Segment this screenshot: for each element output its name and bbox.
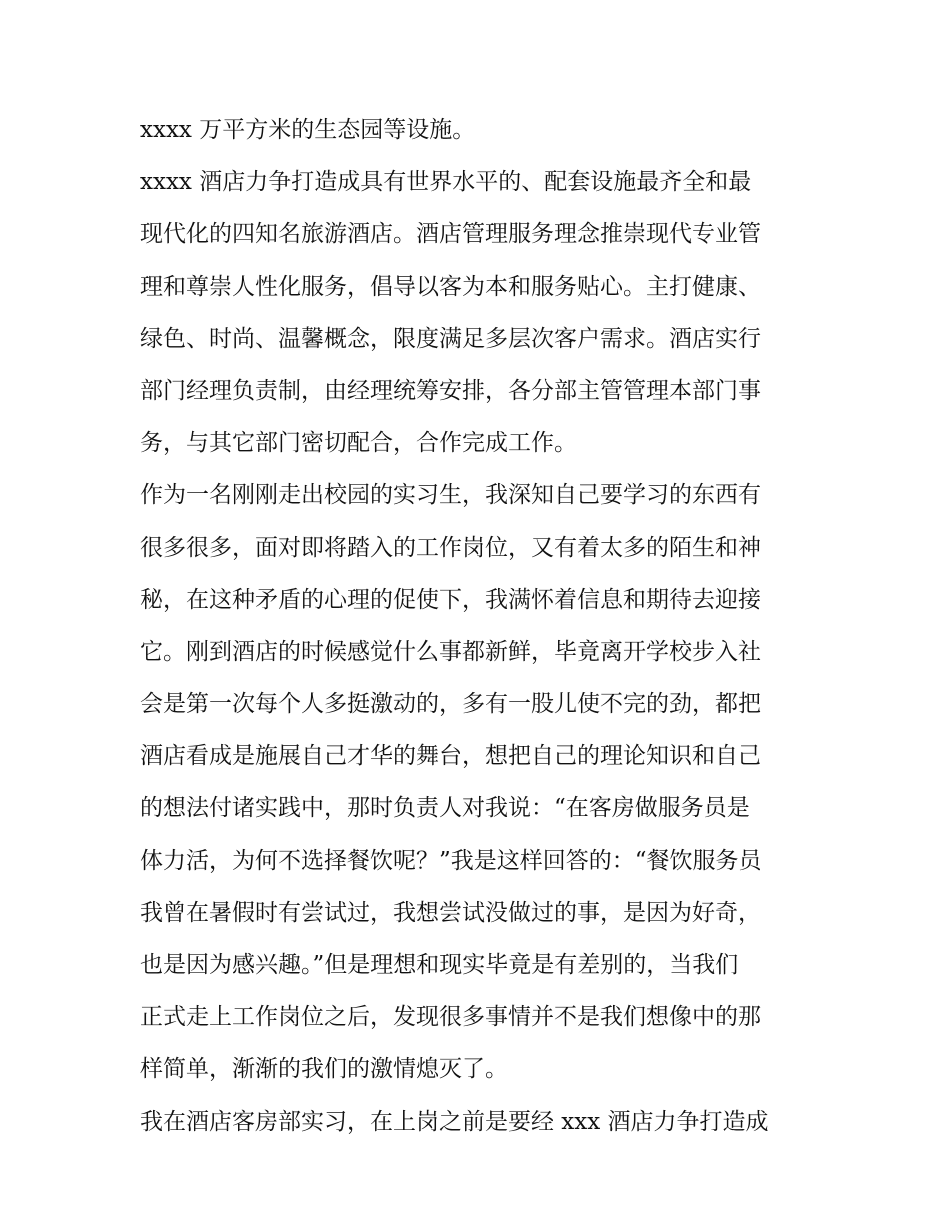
text-line: 秘，在这种矛盾的心理的促使下，我满怀着信息和期待去迎接 — [140, 586, 761, 613]
text-line: 会是第一次每个人多挺激动的，多有一股儿使不完的劲，都把 — [140, 691, 761, 718]
text-line: 作为一名刚刚走出校园的实习生，我深知自己要学习的东西有 — [140, 482, 761, 509]
document-body — [140, 104, 820, 1148]
text-line: 酒店看成是施展自己才华的舞台，想把自己的理论知识和自己 — [140, 743, 761, 770]
text-line: 很多很多，面对即将踏入的工作岗位，又有着太多的陌生和神 — [140, 534, 761, 561]
text-line: 它。刚到酒店的时候感觉什么事都新鲜，毕竟离开学校步入社 — [140, 638, 761, 665]
text-line: 体力活，为何不选择餐饮呢？”我是这样回答的：“餐饮服务员 — [140, 847, 762, 874]
text-line: 理和尊崇人性化服务，倡导以客为本和服务贴心。主打健康、 — [140, 273, 761, 300]
text-line: xxxx 酒店力争打造成具有世界水平的、配套设施最齐全和最 — [140, 169, 752, 196]
text-line: 样简单，渐渐的我们的激情熄灭了。 — [140, 1056, 508, 1083]
text-line: 绿色、时尚、温馨概念，限度满足多层次客户需求。酒店实行 — [140, 325, 761, 352]
text-line: 也是因为感兴趣。”但是理想和现实毕竟是有差别的，当我们 — [140, 952, 739, 978]
text-line: 务，与其它部门密切配合，合作完成工作。 — [140, 430, 577, 457]
text-line: 正式走上工作岗位之后，发现很多事情并不是我们想像中的那 — [140, 1004, 761, 1031]
text-line: 的想法付诸实践中，那时负责人对我说：“在客房做服务员是 — [140, 795, 750, 822]
text-line: 部门经理负责制，由经理统筹安排，各分部主管管理本部门事 — [140, 377, 761, 404]
text-line: 我在酒店客房部实习，在上岗之前是要经 xxx 酒店力争打造成 — [140, 1108, 769, 1135]
text-line: 现代化的四知名旅游酒店。酒店管理服务理念推崇现代专业管 — [140, 221, 761, 248]
text-line: 我曾在暑假时有尝试过，我想尝试没做过的事，是因为好奇， — [140, 899, 761, 926]
text-line: xxxx 万平方米的生态园等设施。 — [140, 117, 476, 143]
